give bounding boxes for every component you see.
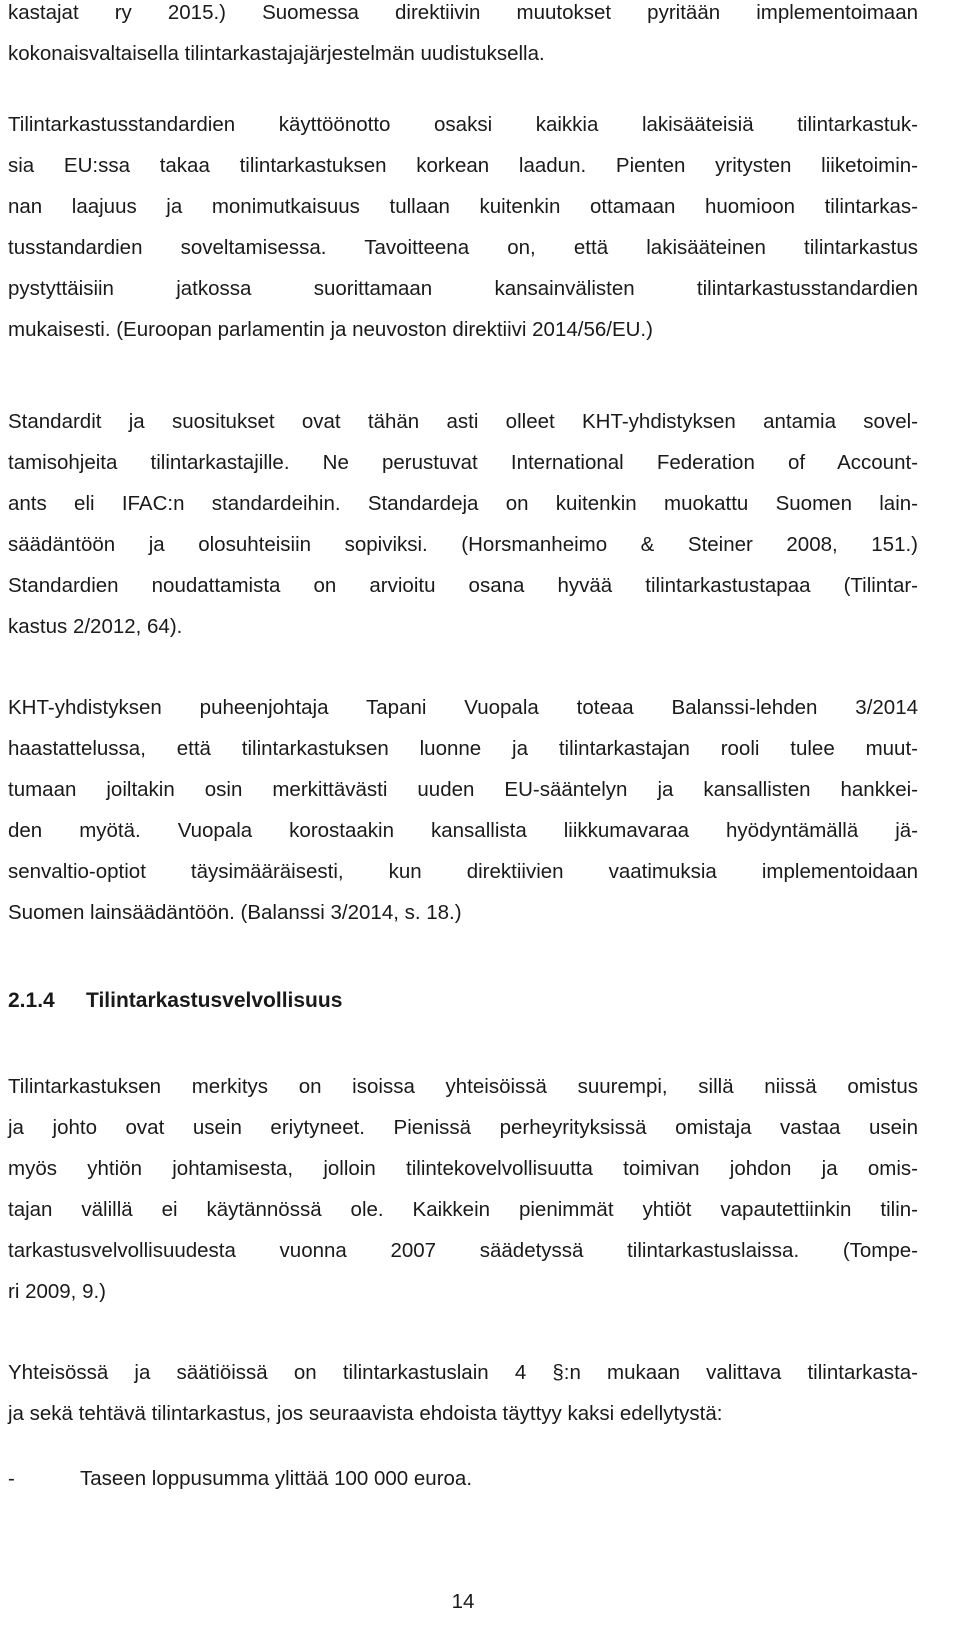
list-item	[8, 1458, 918, 1499]
paragraph-line: tarkastusvelvollisuudesta vuonna 2007 säädetyssä tilintarkastuslaissa. (Tompe-	[8, 1239, 918, 1262]
paragraph-line: tamisohjeita tilintarkastajille. Ne perustuvat International Federation of Account-	[8, 451, 918, 474]
paragraph-line: Yhteisössä ja säätiöissä on tilintarkastuslain 4 §:n mukaan valittava tilintarkasta-	[8, 1361, 918, 1384]
paragraph-line: myös yhtiön johtamisesta, jolloin tilintekovelvollisuutta toimivan johdon ja omis-	[8, 1157, 918, 1180]
paragraph-line: sia EU:ssa takaa tilintarkastuksen korkean laadun. Pienten yritysten liiketoimin-	[8, 154, 918, 177]
paragraph-line: kastus 2/2012, 64).	[8, 615, 183, 638]
page-number: 14	[451, 1590, 475, 1613]
paragraph-line: Tilintarkastuksen merkitys on isoissa yhteisöissä suurempi, sillä niissä omistus	[8, 1075, 918, 1098]
paragraph-line: ants eli IFAC:n standardeihin. Standardeja on kuitenkin muokattu Suomen lain-	[8, 492, 918, 515]
paragraph-line: ri 2009, 9.)	[8, 1280, 106, 1303]
bullet-list	[8, 1458, 918, 1499]
paragraph-2	[8, 104, 918, 350]
paragraph-6	[8, 1352, 918, 1434]
paragraph-line: tajan välillä ei käytännössä ole. Kaikkein pienimmät yhtiöt vapautettiinkin tilin-	[8, 1198, 918, 1221]
paragraph-1	[8, 0, 918, 74]
paragraph-4	[8, 687, 918, 933]
paragraph-line: ja sekä tehtävä tilintarkastus, jos seuraavista ehdoista täyttyy kaksi edellytystä:	[8, 1402, 723, 1425]
paragraph-line: ja johto ovat usein eriytyneet. Pienissä perheyrityksissä omistaja vastaa usein	[8, 1116, 918, 1139]
paragraph-line: senvaltio-optiot täysimääräisesti, kun direktiivien vaatimuksia implementoidaan	[8, 860, 918, 883]
paragraph-5	[8, 1066, 918, 1312]
paragraph-line: kastajat ry 2015.) Suomessa direktiivin muutokset pyritään implementoimaan	[8, 1, 918, 24]
bullet-text: Taseen loppusumma ylittää 100 000 euroa.	[80, 1467, 473, 1490]
section-title: Tilintarkastusvelvollisuus	[86, 989, 343, 1012]
paragraph-line: kokonaisvaltaisella tilintarkastajajärjestelmän uudistuksella.	[8, 42, 545, 65]
paragraph-line: den myötä. Vuopala korostaakin kansallista liikkumavaraa hyödyntämällä jä-	[8, 819, 918, 842]
paragraph-line: Standardit ja suositukset ovat tähän asti olleet KHT-yhdistyksen antamia sovel-	[8, 410, 918, 433]
paragraph-line: säädäntöön ja olosuhteisiin sopiviksi. (Horsmanheimo & Steiner 2008, 151.)	[8, 533, 918, 556]
paragraph-line: pystyttäisiin jatkossa suorittamaan kansainvälisten tilintarkastusstandardien	[8, 277, 918, 300]
section-heading	[8, 980, 342, 1021]
paragraph-line: mukaisesti. (Euroopan parlamentin ja neuvoston direktiivi 2014/56/EU.)	[8, 318, 653, 341]
paragraph-line: nan laajuus ja monimutkaisuus tullaan kuitenkin ottamaan huomioon tilintarkas-	[8, 195, 918, 218]
section-number: 2.1.4	[8, 989, 55, 1012]
paragraph-line: tusstandardien soveltamisessa. Tavoitteena on, että lakisääteinen tilintarkastus	[8, 236, 918, 259]
paragraph-3	[8, 401, 918, 647]
bullet-marker: -	[8, 1467, 15, 1490]
paragraph-line: Tilintarkastusstandardien käyttöönotto osaksi kaikkia lakisääteisiä tilintarkastuk-	[8, 113, 918, 136]
paragraph-line: haastattelussa, että tilintarkastuksen luonne ja tilintarkastajan rooli tulee muut-	[8, 737, 918, 760]
paragraph-line: Standardien noudattamista on arvioitu osana hyvää tilintarkastustapaa (Tilintar-	[8, 574, 918, 597]
paragraph-line: Suomen lainsäädäntöön. (Balanssi 3/2014, s. 18.)	[8, 901, 462, 924]
paragraph-line: KHT-yhdistyksen puheenjohtaja Tapani Vuopala toteaa Balanssi-lehden 3/2014	[8, 696, 918, 719]
paragraph-line: tumaan joiltakin osin merkittävästi uuden EU-sääntelyn ja kansallisten hankkei-	[8, 778, 918, 801]
